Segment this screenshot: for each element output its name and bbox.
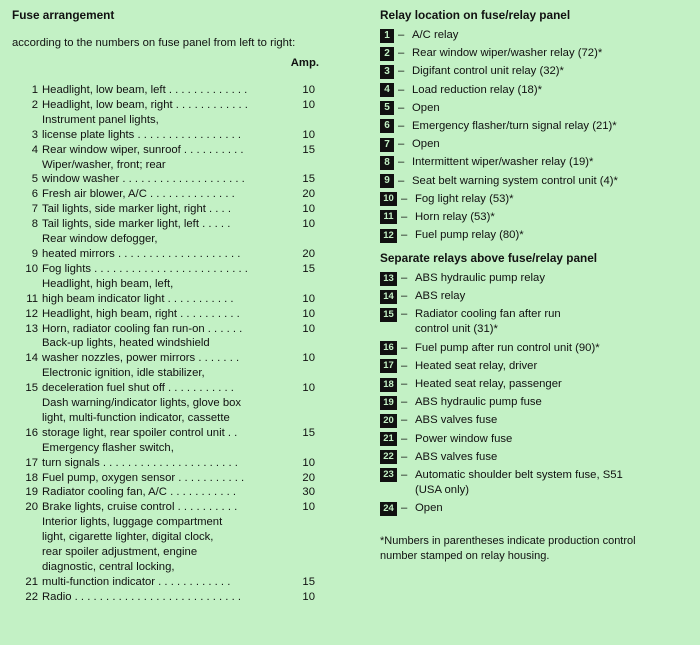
fuse-amperage: 30 <box>302 486 315 499</box>
separate-relays-title: Separate relays above fuse/relay panel <box>380 251 598 266</box>
relay-number-badge: 23 <box>380 468 397 482</box>
dash-separator: – <box>398 65 405 78</box>
fuse-description: Rear window defogger, heated mirrors . . . . . . . . . . . . . . . . . . . . <box>42 233 241 260</box>
relay-description: ABS hydraulic pump relay <box>415 272 545 285</box>
dash-separator: – <box>401 378 408 390</box>
relay-row <box>380 289 690 304</box>
relay-row <box>380 228 690 243</box>
fuse-row <box>12 262 327 277</box>
dash-separator: – <box>401 272 408 285</box>
fuse-description: Electronic ignition, idle stabilizer, deceleration fuel shut off . . . . . . . . . . . <box>42 367 234 395</box>
relay-description: ABS valves fuse <box>415 450 498 463</box>
relay-description: A/C relay <box>412 29 459 41</box>
fuse-description: Rear window wiper, sunroof . . . . . . . . . . <box>42 143 244 156</box>
relay-row <box>380 359 690 374</box>
fuse-amperage: 10 <box>302 203 315 216</box>
fuse-amperage: 10 <box>302 128 315 141</box>
dash-separator: – <box>401 432 408 445</box>
relay-description: Automatic shoulder belt system fuse, S51 (USA only) <box>415 468 623 496</box>
dash-separator: – <box>398 101 405 114</box>
fuse-description: Interior lights, luggage compartment light, cigarette lighter, digital clock, rear spoiler adjustment, engine diagnostic, central locking, multi-function indicator . . . . . . . . . . . . <box>42 516 231 588</box>
fuse-amperage: 15 <box>302 173 315 186</box>
relay-number-badge: 22 <box>380 450 397 464</box>
relay-number-badge: 7 <box>380 138 394 152</box>
relay-number-badge: 1 <box>380 29 394 43</box>
relay-number-badge: 24 <box>380 502 397 516</box>
fuse-amperage: 20 <box>302 471 315 484</box>
fuse-amperage: 10 <box>302 322 315 335</box>
relay-row <box>380 432 690 447</box>
fuse-number: 20 <box>25 501 38 514</box>
relay-description: Fog light relay (53)* <box>415 192 514 205</box>
relay-number-badge: 13 <box>380 272 397 286</box>
relay-description: Rear window wiper/washer relay (72)* <box>412 47 603 60</box>
fuse-row <box>12 98 327 113</box>
relay-description: Horn relay (53)* <box>415 210 495 223</box>
fuse-description: Headlight, high beam, left, high beam indicator light . . . . . . . . . . . <box>42 277 234 305</box>
relay-row <box>380 46 690 61</box>
dash-separator: – <box>401 396 408 409</box>
fuse-amperage: 15 <box>302 143 315 156</box>
fuse-description: Horn, radiator cooling fan run-on . . . . . . <box>42 322 243 335</box>
fuse-number: 6 <box>31 188 38 201</box>
fuse-row <box>12 232 327 262</box>
relay-description: Open <box>415 502 443 515</box>
dash-separator: – <box>401 308 408 321</box>
relay-description: Load reduction relay (18)* <box>412 83 542 96</box>
dash-separator: – <box>398 29 405 41</box>
fuse-row <box>12 217 327 232</box>
relay-number-badge: 6 <box>380 119 394 133</box>
fuse-number: 8 <box>31 218 38 231</box>
fuse-number: 18 <box>25 471 38 484</box>
relay-row <box>380 137 690 152</box>
relay-description: Digifant control unit relay (32)* <box>412 65 564 78</box>
fuse-arrangement-title: Fuse arrangement <box>12 8 115 22</box>
relay-number-badge: 15 <box>380 308 397 322</box>
fuse-description: Fuel pump, oxygen sensor . . . . . . . . . . . <box>42 471 245 484</box>
dash-separator: – <box>401 229 408 242</box>
relay-row <box>380 192 690 207</box>
fuse-row <box>12 83 327 98</box>
fuse-amperage: 10 <box>302 501 315 514</box>
fuse-number: 3 <box>31 128 38 141</box>
dash-separator: – <box>401 290 408 303</box>
relay-row <box>380 468 690 498</box>
fuse-row <box>12 336 327 366</box>
fuse-number: 9 <box>31 247 38 260</box>
dash-separator: – <box>401 450 408 463</box>
fuse-description: Tail lights, side marker light, left . . . . . <box>42 218 231 231</box>
relay-section <box>380 8 690 564</box>
relay-number-badge: 4 <box>380 83 394 97</box>
fuse-number: 7 <box>31 203 38 216</box>
relay-number-badge: 11 <box>380 210 397 224</box>
fuse-number: 16 <box>25 426 38 439</box>
relay-row <box>380 413 690 428</box>
fuse-description: Brake lights, cruise control . . . . . . . . . . <box>42 501 238 514</box>
fuse-number: 13 <box>25 322 38 335</box>
relay-description: ABS valves fuse <box>415 414 498 427</box>
fuse-amperage: 10 <box>302 218 315 231</box>
separate-relay-list <box>380 271 690 516</box>
fuse-row <box>12 441 327 471</box>
relay-row <box>380 450 690 465</box>
relay-list <box>380 28 690 243</box>
relay-description: Fuel pump after run control unit (90)* <box>415 341 600 354</box>
relay-number-badge: 19 <box>380 396 397 410</box>
fuse-description: Radio . . . . . . . . . . . . . . . . . . . . . . . . . . . <box>42 590 242 603</box>
fuse-row <box>12 471 327 486</box>
fuse-number: 4 <box>31 143 38 156</box>
relay-row <box>380 307 690 337</box>
fuse-amperage: 15 <box>302 426 315 439</box>
fuse-amperage: 10 <box>302 590 315 603</box>
fuse-number: 17 <box>25 456 38 469</box>
relay-description: Heated seat relay, passenger <box>415 378 562 390</box>
fuse-amperage: 10 <box>302 352 315 365</box>
dash-separator: – <box>398 156 405 169</box>
fuse-row <box>12 396 327 441</box>
relay-number-badge: 18 <box>380 378 397 392</box>
relay-row <box>380 377 690 392</box>
fuse-row <box>12 500 327 515</box>
fuse-arrangement-section <box>12 8 327 605</box>
relay-description: Heated seat relay, driver <box>415 359 538 372</box>
relay-location-title: Relay location on fuse/relay panel <box>380 8 571 22</box>
fuse-amperage: 10 <box>302 307 315 320</box>
fuse-description: Headlight, low beam, right . . . . . . . . . . . . <box>42 98 248 111</box>
fuse-description: Radiator cooling fan, A/C . . . . . . . . . . . <box>42 486 237 499</box>
relay-number-badge: 20 <box>380 414 397 428</box>
footnote: *Numbers in parentheses indicate production control number stamped on relay housing. <box>380 535 636 563</box>
fuse-row <box>12 590 327 605</box>
relay-number-badge: 21 <box>380 432 397 446</box>
fuse-number: 22 <box>25 590 38 603</box>
relay-row <box>380 83 690 98</box>
relay-row <box>380 101 690 116</box>
fuse-number: 11 <box>26 292 38 305</box>
fuse-number: 12 <box>25 307 38 320</box>
relay-row <box>380 119 690 134</box>
dash-separator: – <box>398 83 405 96</box>
fuse-row <box>12 277 327 307</box>
relay-description: Intermittent wiper/washer relay (19)* <box>412 156 594 169</box>
fuse-row <box>12 322 327 337</box>
fuse-description: Instrument panel lights, license plate lights . . . . . . . . . . . . . . . . . <box>42 113 242 141</box>
fuse-number: 1 <box>31 84 38 96</box>
fuse-amperage: 15 <box>302 575 315 588</box>
dash-separator: – <box>398 47 405 60</box>
fuse-row <box>12 158 327 188</box>
amp-column-header: Amp. <box>290 57 319 69</box>
fuse-number: 14 <box>25 352 38 365</box>
fuse-amperage: 10 <box>302 382 315 395</box>
relay-row <box>380 28 690 43</box>
fuse-amperage: 20 <box>302 247 315 260</box>
dash-separator: – <box>401 192 408 205</box>
fuse-row <box>12 187 327 202</box>
fuse-number: 5 <box>31 173 38 186</box>
dash-separator: – <box>401 414 408 427</box>
relay-description: Seat belt warning system control unit (4)* <box>412 174 618 187</box>
relay-row <box>380 271 690 286</box>
relay-number-badge: 3 <box>380 65 394 79</box>
fuse-description: Fresh air blower, A/C . . . . . . . . . . . . . . <box>42 188 235 201</box>
fuse-row <box>12 202 327 217</box>
fuse-row <box>12 307 327 322</box>
relay-number-badge: 5 <box>380 101 394 115</box>
fuse-description: Dash warning/indicator lights, glove box light, multi-function indicator, cassette storage light, rear spoiler control unit . . <box>42 397 242 439</box>
relay-description: Open <box>412 101 440 114</box>
fuse-number: 15 <box>25 382 38 395</box>
relay-description: ABS relay <box>415 290 466 303</box>
relay-row <box>380 155 690 170</box>
relay-number-badge: 10 <box>380 192 397 206</box>
fuse-row <box>12 366 327 396</box>
relay-number-badge: 14 <box>380 290 397 304</box>
relay-row <box>380 174 690 189</box>
fuse-amperage: 10 <box>302 456 315 469</box>
relay-number-badge: 17 <box>380 359 397 373</box>
fuse-description: Emergency flasher switch, turn signals . . . . . . . . . . . . . . . . . . . . . . <box>42 441 238 469</box>
relay-description: Radiator cooling fan after run control unit (31)* <box>415 308 561 336</box>
dash-separator: – <box>398 119 405 132</box>
relay-row <box>380 501 690 516</box>
fuse-number: 21 <box>25 575 38 588</box>
dash-separator: – <box>401 210 408 223</box>
fuse-amperage: 20 <box>302 188 315 201</box>
relay-number-badge: 16 <box>380 341 397 355</box>
relay-row <box>380 341 690 356</box>
relay-description: Open <box>412 138 440 151</box>
relay-row <box>380 64 690 79</box>
fuse-amperage: 10 <box>302 84 315 96</box>
relay-number-badge: 8 <box>380 156 394 170</box>
fuse-description: Tail lights, side marker light, right . . . . <box>42 203 231 216</box>
fuse-row <box>12 113 327 143</box>
relay-number-badge: 12 <box>380 229 397 243</box>
fuse-intro-text: according to the numbers on fuse panel from left to right: <box>12 37 296 49</box>
relay-number-badge: 2 <box>380 47 394 61</box>
fuse-row <box>12 485 327 500</box>
relay-description: ABS hydraulic pump fuse <box>415 396 542 409</box>
dash-separator: – <box>401 502 408 515</box>
dash-separator: – <box>401 359 408 372</box>
fuse-number: 2 <box>31 98 38 111</box>
dash-separator: – <box>401 341 408 354</box>
fuse-description: Fog lights . . . . . . . . . . . . . . . . . . . . . . . . . <box>42 262 248 275</box>
fuse-description: Headlight, high beam, right . . . . . . . . . . <box>42 307 240 320</box>
fuse-number: 10 <box>25 262 38 275</box>
relay-row <box>380 210 690 225</box>
relay-description: Emergency flasher/turn signal relay (21)* <box>412 119 617 132</box>
fuse-amperage: 10 <box>302 98 315 111</box>
fuse-row <box>12 515 327 590</box>
fuse-amperage: 15 <box>302 262 315 275</box>
relay-number-badge: 9 <box>380 174 394 188</box>
fuse-row <box>12 143 327 158</box>
fuse-amperage: 10 <box>302 292 315 305</box>
dash-separator: – <box>401 468 408 481</box>
relay-row <box>380 395 690 410</box>
fuse-list <box>12 83 327 605</box>
fuse-description: Back-up lights, heated windshield washer nozzles, power mirrors . . . . . . . <box>42 337 240 365</box>
fuse-number: 19 <box>25 486 38 499</box>
fuse-description: Headlight, low beam, left . . . . . . . . . . . . . <box>42 84 248 96</box>
dash-separator: – <box>398 174 405 187</box>
relay-description: Power window fuse <box>415 432 513 445</box>
dash-separator: – <box>398 138 405 151</box>
fuse-description: Wiper/washer, front; rear window washer . . . . . . . . . . . . . . . . . . . . <box>42 158 245 186</box>
relay-description: Fuel pump relay (80)* <box>415 229 524 242</box>
